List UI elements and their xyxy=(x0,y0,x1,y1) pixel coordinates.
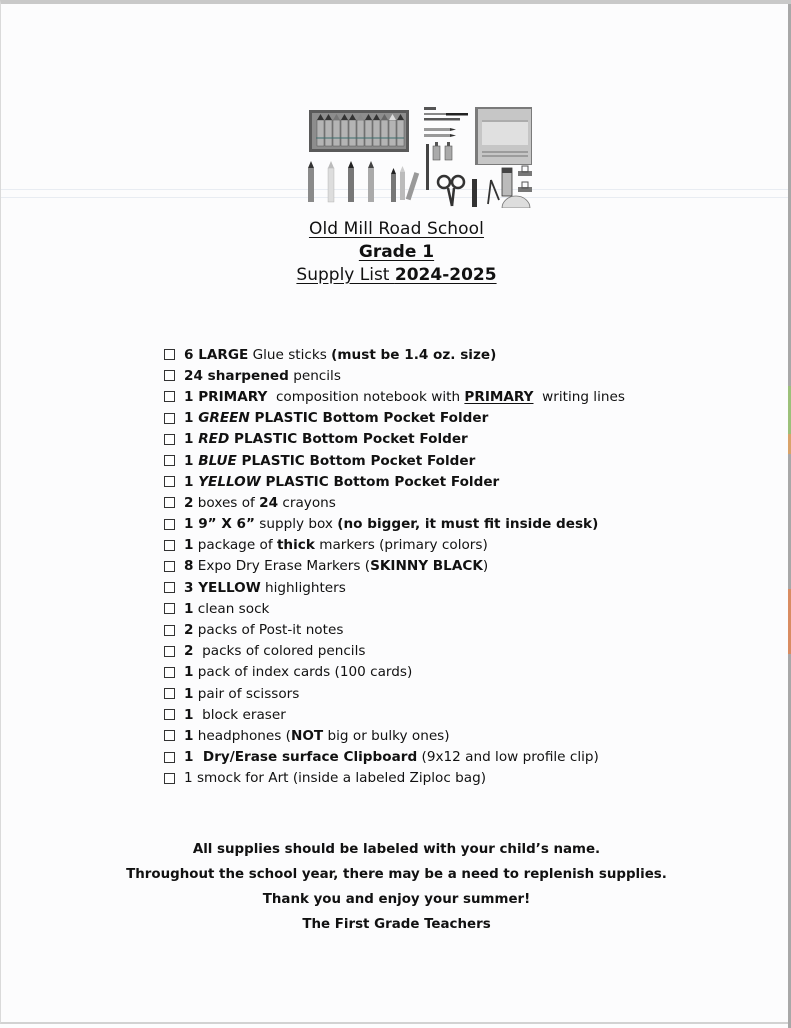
checkbox-icon xyxy=(164,603,175,614)
footer-replenish-note: Throughout the school year, there may be a need to replenish supplies. xyxy=(126,867,667,882)
item-text: PLASTIC Bottom Pocket Folder xyxy=(249,410,489,427)
loose-crayons-icon xyxy=(308,161,419,202)
checkbox-icon xyxy=(164,561,175,572)
checklist-item xyxy=(164,556,625,577)
item-text: 1 xyxy=(184,431,199,448)
footer-thanks: Thank you and enjoy your summer! xyxy=(262,892,531,907)
checklist-item xyxy=(164,514,625,535)
item-text: pencils xyxy=(288,367,341,384)
marker-icon xyxy=(472,179,477,207)
item-text: SKINNY BLACK xyxy=(370,558,483,575)
document-header xyxy=(1,218,791,287)
item-text: 1 xyxy=(184,410,199,427)
item-text: YELLOW xyxy=(198,473,261,490)
checkbox-icon xyxy=(164,773,175,784)
checkbox-icon xyxy=(164,709,175,720)
item-text: 1 xyxy=(184,537,194,554)
item-text: NOT xyxy=(290,727,324,744)
school-year: 2024-2025 xyxy=(394,265,497,285)
checkbox-icon xyxy=(164,349,175,360)
checklist-item xyxy=(164,577,625,598)
checklist-item xyxy=(164,492,625,513)
item-text: thick xyxy=(276,537,315,554)
binder-clips-icon xyxy=(518,166,532,192)
item-text: composition notebook with xyxy=(267,388,465,405)
supply-checklist xyxy=(164,344,625,789)
school-name: Old Mill Road School xyxy=(308,219,485,239)
checkbox-icon xyxy=(164,391,175,402)
checklist-item xyxy=(164,641,625,662)
pencils-icon xyxy=(424,107,468,137)
checkbox-icon xyxy=(164,625,175,636)
grade-title: Grade 1 xyxy=(358,242,435,262)
item-text: 1 xyxy=(184,685,194,702)
checkbox-icon xyxy=(164,476,175,487)
item-text: BLUE xyxy=(198,452,237,469)
scissors-icon xyxy=(438,176,464,206)
checklist-item xyxy=(164,619,625,640)
item-text: RED xyxy=(198,431,230,448)
item-text: highlighters xyxy=(260,579,346,596)
checklist-item xyxy=(164,386,625,407)
checkbox-icon xyxy=(164,667,175,678)
item-text: (must be 1.4 oz. size) xyxy=(331,346,497,363)
item-text: 1 xyxy=(184,727,194,744)
item-text: Glue sticks xyxy=(248,346,332,363)
item-text: 1 xyxy=(184,664,194,681)
item-text: ) xyxy=(482,558,489,575)
item-text: crayons xyxy=(278,494,336,511)
school-supplies-illustration xyxy=(306,104,538,208)
checkbox-icon xyxy=(164,497,175,508)
compass-icon xyxy=(488,180,499,204)
item-text: block eraser xyxy=(193,706,286,723)
footer-note xyxy=(1,837,791,937)
footer-signature: The First Grade Teachers xyxy=(302,917,491,932)
item-text: (9x12 and low profile clip) xyxy=(417,749,599,766)
checkbox-icon xyxy=(164,752,175,763)
item-text: pair of scissors xyxy=(193,685,300,702)
checkbox-icon xyxy=(164,370,175,381)
checklist-item xyxy=(164,704,625,725)
item-text: 24 sharpened xyxy=(184,367,289,384)
checklist-item xyxy=(164,408,625,429)
item-text: package of xyxy=(193,537,277,554)
checkbox-icon xyxy=(164,688,175,699)
checklist-item xyxy=(164,768,625,789)
item-text: 2 xyxy=(184,643,194,660)
checklist-item xyxy=(164,429,625,450)
item-text: 8 xyxy=(184,558,194,575)
footer-label-reminder: All supplies should be labeled with your child’s name. xyxy=(192,842,601,857)
supply-list-title xyxy=(1,264,791,287)
item-text: 6 LARGE xyxy=(184,346,249,363)
glue-bottles-icon xyxy=(433,142,452,160)
checklist-item xyxy=(164,725,625,746)
checklist-item xyxy=(164,662,625,683)
checkbox-icon xyxy=(164,434,175,445)
checklist-item xyxy=(164,471,625,492)
item-text: packs of Post-it notes xyxy=(193,622,344,639)
item-text: Expo Dry Erase Markers ( xyxy=(193,558,371,575)
checkbox-icon xyxy=(164,413,175,424)
item-text: 2 xyxy=(184,494,194,511)
glue-stick-icon xyxy=(502,168,512,196)
checkbox-icon xyxy=(164,519,175,530)
checklist-item xyxy=(164,535,625,556)
checklist-item xyxy=(164,747,625,768)
checkbox-icon xyxy=(164,540,175,551)
ruler-icon xyxy=(426,144,429,190)
item-text: writing lines xyxy=(533,388,625,405)
checklist-item xyxy=(164,683,625,704)
checkbox-icon xyxy=(164,455,175,466)
item-text: 1 xyxy=(184,452,199,469)
crayon-box-icon xyxy=(309,110,409,152)
item-text: supply box xyxy=(254,516,338,533)
item-text: 1 xyxy=(184,600,194,617)
item-text: 1 PRIMARY xyxy=(184,388,268,405)
item-text: 1 9” X 6” xyxy=(184,516,255,533)
item-text: pack of index cards (100 cards) xyxy=(193,664,413,681)
item-text: boxes of xyxy=(193,494,260,511)
item-text: 24 xyxy=(259,494,279,511)
item-text: PRIMARY xyxy=(464,388,534,405)
checkbox-icon xyxy=(164,730,175,741)
item-text: 1 Dry/Erase surface Clipboard xyxy=(184,749,418,766)
item-text: PLASTIC Bottom Pocket Folder xyxy=(260,473,500,490)
checkbox-icon xyxy=(164,646,175,657)
item-text: clean sock xyxy=(193,600,270,617)
item-text: (no bigger, it must fit inside desk) xyxy=(337,516,599,533)
item-text: PLASTIC Bottom Pocket Folder xyxy=(236,452,476,469)
checklist-item xyxy=(164,365,625,386)
item-text: headphones ( xyxy=(193,727,291,744)
item-text: 2 xyxy=(184,622,194,639)
item-text: 1 xyxy=(184,473,199,490)
checklist-item xyxy=(164,598,625,619)
item-text: big or bulky ones) xyxy=(323,727,450,744)
checklist-item xyxy=(164,344,625,365)
checklist-item xyxy=(164,450,625,471)
checkbox-icon xyxy=(164,582,175,593)
item-text: markers (primary colors) xyxy=(314,537,488,554)
item-text: PLASTIC Bottom Pocket Folder xyxy=(229,431,468,448)
protractor-icon xyxy=(502,196,530,208)
supply-list-label: Supply List xyxy=(296,265,395,285)
item-text: GREEN xyxy=(198,410,250,427)
item-text: 3 YELLOW xyxy=(184,579,261,596)
item-text: 1 smock for Art (inside a labeled Ziploc bag) xyxy=(184,770,487,787)
item-text: packs of colored pencils xyxy=(193,643,366,660)
item-text: 1 xyxy=(184,706,194,723)
notebook-icon xyxy=(475,107,532,165)
